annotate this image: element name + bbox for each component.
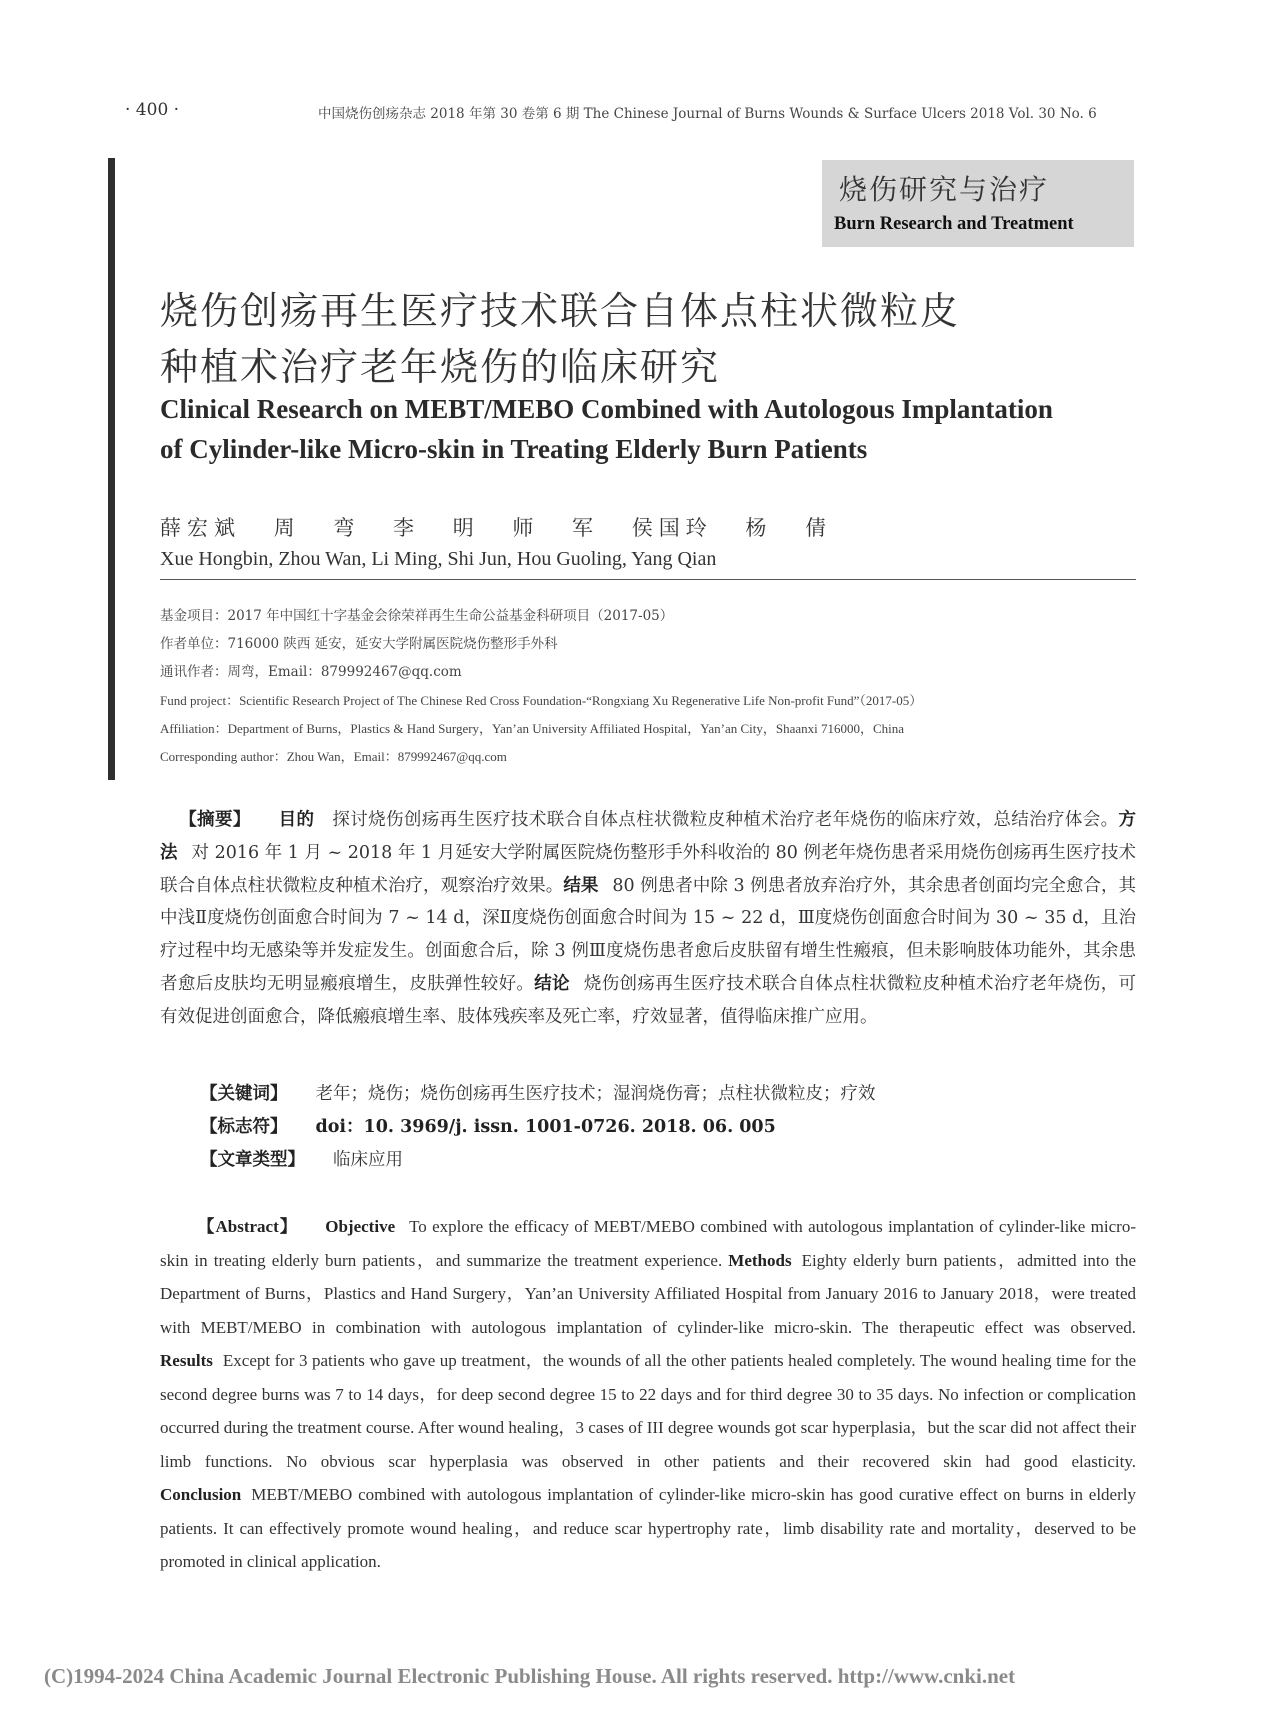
corresponding-author-cn: 通讯作者：周弯，Email：879992467@qq.com (160, 664, 462, 680)
conclusion-label-cn: 结论 (534, 973, 570, 994)
abstract-en (160, 1210, 1136, 1579)
doi-text: doi：10. 3969/j. issn. 1001-0726. 2018. 06. 005 (315, 1117, 776, 1137)
side-bar-rule (108, 158, 115, 780)
conclusion-label-en: Conclusion (160, 1485, 242, 1504)
results-text-en: Except for 3 patients who gave up treatment，the wounds of all the other patients healed completely. The wound healing time for the second degree burns was 7 to 14 days，for deep second degree 15 to 22 days and for third degree 30 to 35 days. No infection or complication occurred during the treatment course. After wound healing，3 cases of III degree wounds got scar hyperplasia，but the scar did not affect their limb functions. No obvious scar hyperplasia was observed in other patients and their recovered skin had good elasticity. (160, 1351, 1136, 1471)
conclusion-text-cn: 烧伤创疡再生医疗技术联合自体点柱状微粒皮种植术治疗老年烧伤，可有效促进创面愈合，降低瘢痕增生率、肢体残疾率及死亡率，疗效显著，值得临床推广应用。 (160, 973, 1137, 1027)
title-cn-line-1: 烧伤创疡再生医疗技术联合自体点柱状微粒皮 (160, 289, 961, 333)
authors-en: Xue Hongbin, Zhou Wan, Li Ming, Shi Jun, Hou Guoling, Yang Qian (160, 548, 717, 570)
results-label-en: Results (160, 1351, 213, 1370)
methods-text-cn: 对 2016 年 1 月 ~ 2018 年 1 月延安大学附属医院烧伤整形手外科收治的 80 例老年烧伤患者采用烧伤创疡再生医疗技术联合自体点柱状微粒皮种植术治疗，观察治疗效果。 (160, 842, 1137, 896)
section-label-en: Burn Research and Treatment (834, 214, 1074, 234)
article-type-text: 临床应用 (333, 1150, 403, 1170)
fund-project-cn: 基金项目：2017 年中国红十字基金会徐荣祥再生生命公益基金科研项目（2017-05） (160, 608, 674, 624)
results-text-cn: 80 例患者中除 3 例患者放弃治疗外，其余患者创面均完全愈合，其中浅Ⅱ度烧伤创面愈合时间为 7 ~ 14 d，深Ⅱ度烧伤创面愈合时间为 15 ~ 22 d，Ⅲ度烧伤创面愈合时间为 30 ~ 35 d，且治疗过程中均无感染等并发症发生。创面愈合后，除 3 例Ⅲ度烧伤患者愈后皮肤留有增生性瘢痕，但未影响肢体功能外，其余患者愈后皮肤均无明显瘢痕增生，皮肤弹性较好。 (160, 875, 1137, 994)
title-en-line-2: of Cylinder-like Micro-skin in Treating Elderly Burn Patients (160, 434, 868, 464)
title-cn-line-2: 种植术治疗老年烧伤的临床研究 (160, 345, 721, 389)
running-header: 中国烧伤创疡杂志 2018 年第 30 卷第 6 期 The Chinese Journal of Burns Wounds & Surface Ulcers 2018 Vol. 30 No. 6 (318, 106, 1097, 122)
doi-label: 【标志符】 (200, 1117, 288, 1137)
methods-label-cn: 方法 (160, 810, 1136, 863)
doi-line (200, 1113, 804, 1138)
abstract-en-label: 【Abstract】 (197, 1217, 298, 1236)
objective-text-en: To explore the efficacy of MEBT/MEBO combined with autologous implantation of cylinder-like micro-skin in treating elderly burn patients，and summarize the treatment experience. (160, 1217, 1136, 1270)
keywords-text: 老年；烧伤；烧伤创疡再生医疗技术；湿润烧伤膏；点柱状微粒皮；疗效 (315, 1084, 876, 1104)
section-label-cn: 烧伤研究与治疗 (839, 173, 1050, 206)
title-en-line-1: Clinical Research on MEBT/MEBO Combined with Autologous Implantation (160, 394, 1053, 424)
article-type-label: 【文章类型】 (200, 1150, 305, 1170)
objective-label-cn: 目的 (278, 810, 315, 830)
conclusion-text-en: MEBT/MEBO combined with autologous implantation of cylinder-like micro-skin has good curative effect on burns in elderly patients. It can effectively promote wound healing，and reduce scar hypertrophy rate，limb disability rate and mortality，deserved to be promoted in clinical application. (160, 1485, 1136, 1571)
keywords-label: 【关键词】 (200, 1084, 288, 1104)
objective-label-en: Objective (325, 1217, 396, 1236)
fund-project-en: Fund project：Scientific Research Project of The Chinese Red Cross Foundation-“Rongxiang Xu Regenerative Life Non-profit Fund”（2017-05） (160, 693, 923, 708)
affiliation-en: Affiliation：Department of Burns，Plastics & Hand Surgery，Yan’an University Affiliated Hospital，Yan’an City，Shaanxi 716000，China (160, 721, 905, 736)
copyright-footer: (C)1994-2024 China Academic Journal Electronic Publishing House. All rights reserved. http://www.cnki.net (44, 1664, 1016, 1688)
corresponding-author-en: Corresponding author：Zhou Wan，Email：879992467@qq.com (160, 749, 507, 764)
objective-text-cn: 探讨烧伤创疡再生医疗技术联合自体点柱状微粒皮种植术治疗老年烧伤的临床疗效，总结治疗体会。 (332, 810, 1119, 830)
keywords-line (200, 1080, 876, 1105)
authors-cn: 薛宏斌 周 弯 李 明 师 军 侯国玲 杨 倩 (160, 516, 833, 540)
affiliation-cn: 作者单位：716000 陕西 延安，延安大学附属医院烧伤整形手外科 (160, 636, 558, 652)
methods-label-en: Methods (728, 1250, 792, 1270)
abstract-cn-label: 【摘要】 (179, 810, 251, 830)
page-number: · 400 · (125, 100, 180, 120)
results-label-cn: 结果 (563, 875, 599, 896)
methods-text-en: Eighty elderly burn patients，admitted into the Department of Burns，Plastics and Hand Surgery，Yan’an University Affiliated Hospital from January 2016 to January 2018，were treated with MEBT/MEBO in combination with autologous implantation of cylinder-like micro-skin. The therapeutic effect was observed. (160, 1250, 1136, 1337)
divider (160, 579, 1136, 580)
article-type-line (200, 1146, 403, 1171)
abstract-cn (160, 804, 1136, 1034)
